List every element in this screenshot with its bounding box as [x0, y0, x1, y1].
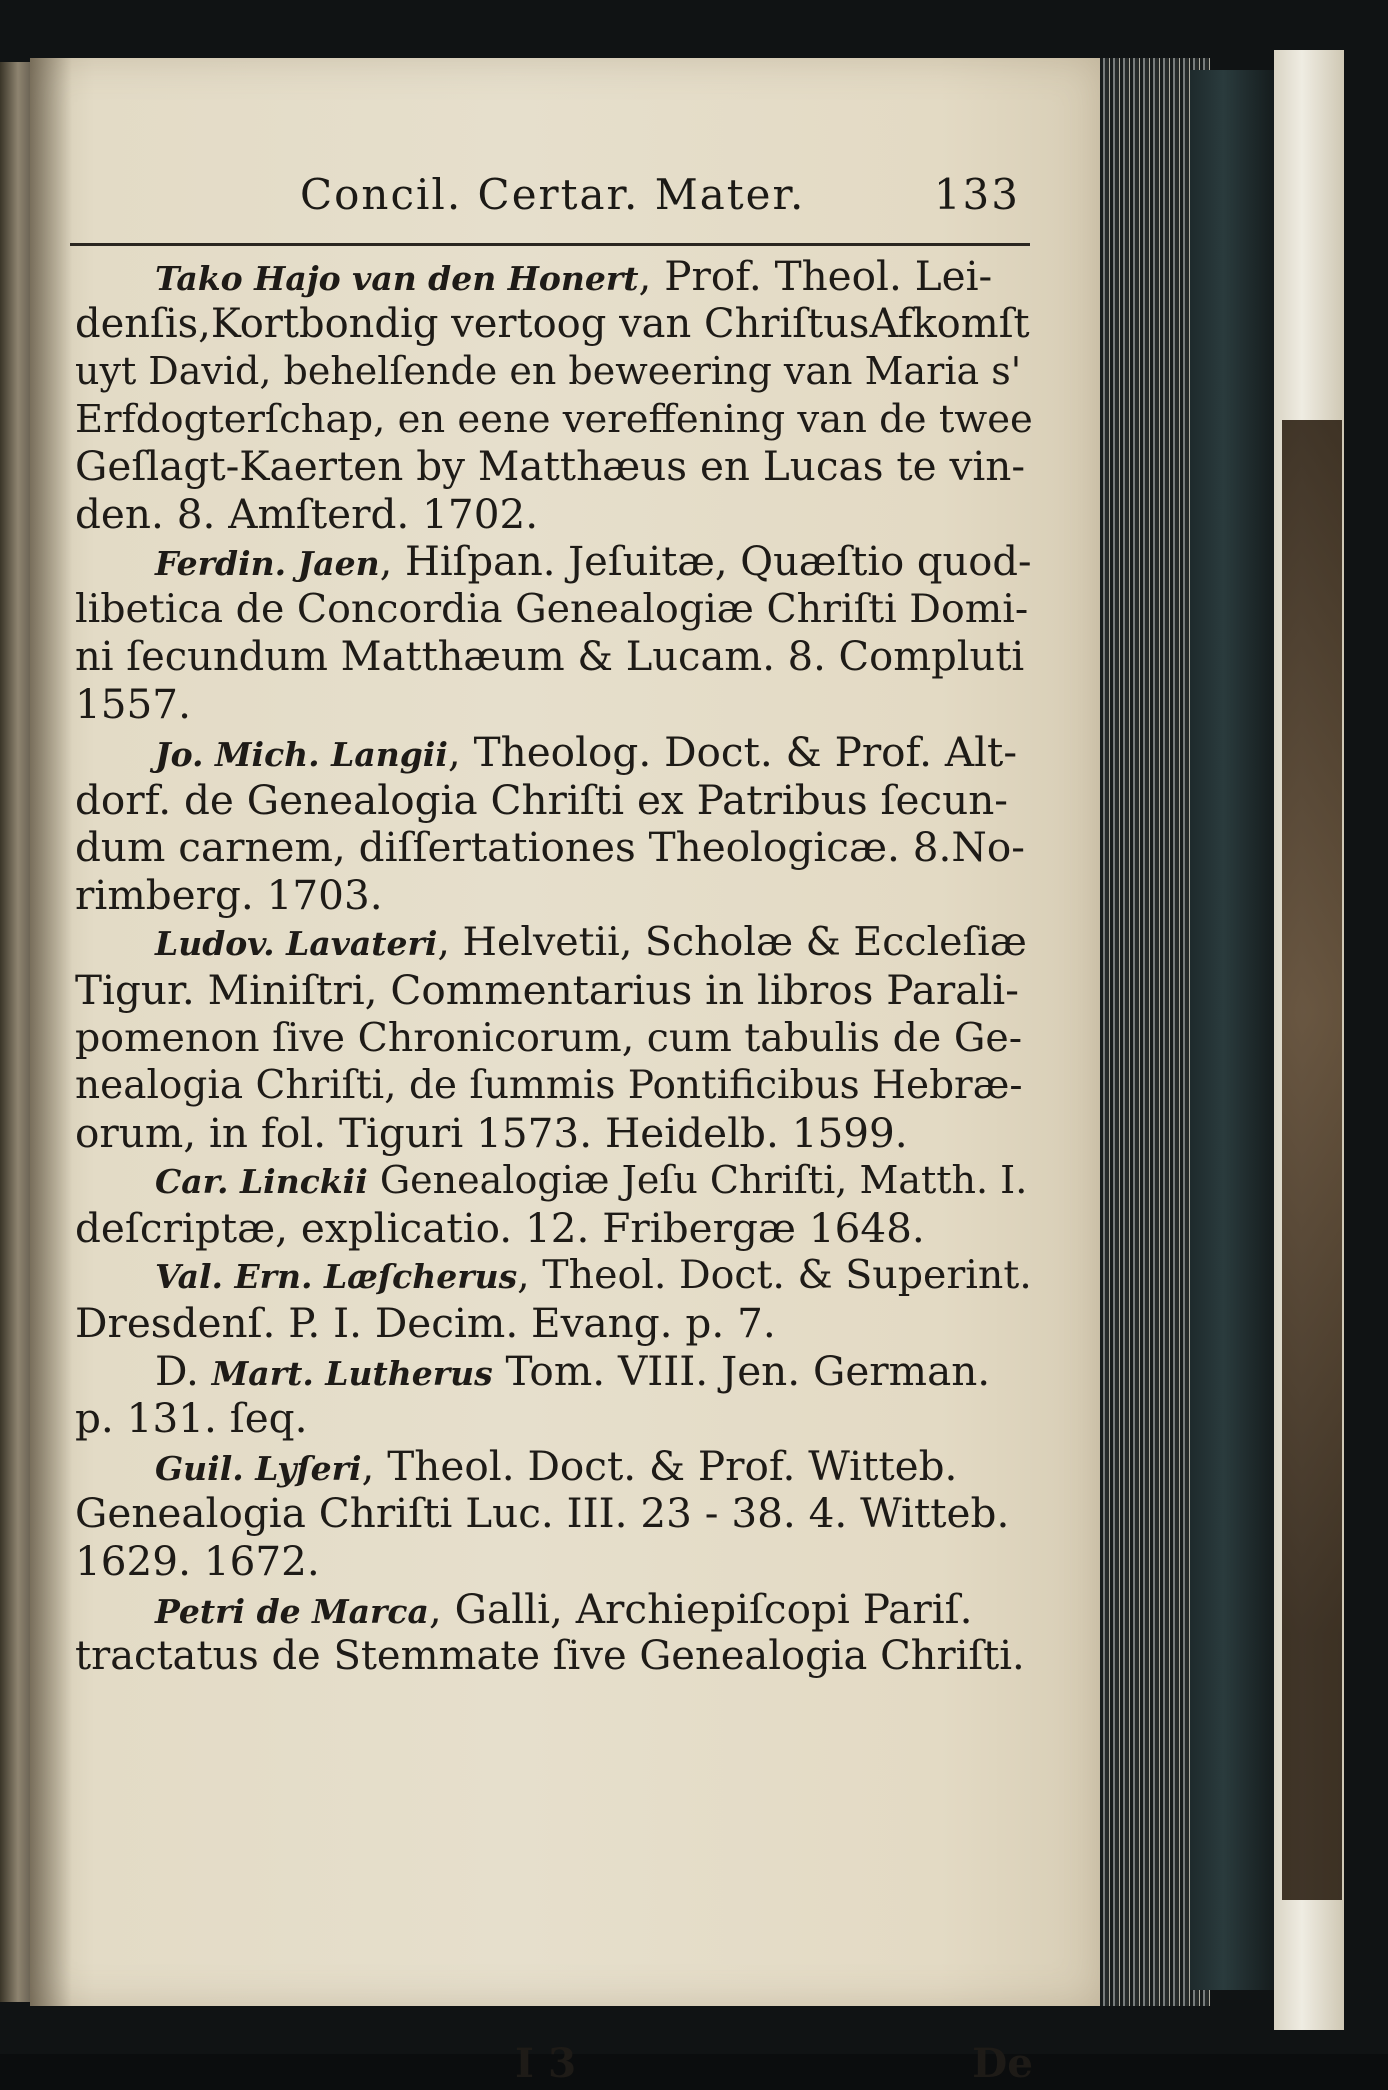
author-name: Petri de Marca [155, 1591, 429, 1631]
text-line [75, 301, 1033, 349]
cover-stain [1282, 420, 1342, 1900]
text-line [75, 824, 1033, 872]
text-line [75, 586, 1033, 634]
text-line [75, 872, 1033, 920]
running-head [300, 170, 1020, 230]
text-run: Geſlagt-Kaerten by Matthæus en Lucas te vin- [75, 443, 1026, 491]
text-run: Dresdenſ. P. I. Decim. Evang. p. 7. [75, 1300, 776, 1348]
text-line [75, 1538, 1033, 1586]
text-line [75, 1300, 1033, 1348]
text-line [75, 1490, 1033, 1538]
author-name: Val. Ern. Læſcherus [155, 1257, 518, 1297]
text-line [75, 1015, 1033, 1063]
page-footer [75, 2040, 1033, 2090]
text-run: nealogia Chriſti, de ſummis Pontificibus Hebræ- [75, 1063, 1023, 1109]
text-run: uyt David, behelſende en beweering van Maria s' [75, 349, 1022, 394]
text-run: rimberg. 1703. [75, 871, 383, 919]
text-run: dorf. de Genealogia Chriſti ex Patribus ſecun- [75, 776, 1008, 824]
text-line [75, 1062, 1033, 1110]
text-run: , Helvetii, Scholæ & Eccleſiæ [437, 919, 1027, 966]
text-line [75, 1586, 1033, 1634]
author-name: Ferdin. Jaen [155, 543, 380, 583]
text-line [75, 634, 1033, 682]
author-name: Jo. Mich. Langii [155, 734, 448, 774]
page-gutter [30, 58, 72, 2006]
text-run: p. 131. ſeq. [75, 1395, 308, 1443]
text-run: libetica de Concordia Genealogiæ Chriſti Domi- [75, 586, 1029, 633]
author-name: Guil. Lyſeri [155, 1448, 362, 1488]
text-run: , Hiſpan. Jeſuitæ, Quæſtio quod- [379, 538, 1032, 585]
text-line [75, 1110, 1033, 1158]
text-line [75, 443, 1033, 491]
text-run: , Theol. Doct. & Prof. Witteb. [361, 1442, 958, 1490]
text-line [75, 348, 1033, 396]
book-edge-shadow [1190, 70, 1274, 1990]
text-line [75, 1348, 1033, 1396]
text-run: orum, in fol. Tiguri 1573. Heidelb. 1599. [75, 1109, 908, 1157]
text-line [75, 1157, 1033, 1205]
text-line [75, 539, 1033, 587]
text-line [75, 1633, 1033, 1681]
text-line [75, 1205, 1033, 1253]
text-run: , Galli, Archiepiſcopi Pariſ. [428, 1585, 973, 1633]
author-name: Tako Hajo van den Honert [155, 259, 639, 298]
text-line [75, 967, 1033, 1015]
text-run: Tom. VIII. Jen. German. [492, 1347, 991, 1395]
text-run: Genealogiæ Jeſu Chriſti, Matth. I. [367, 1158, 1028, 1203]
text-run: den. 8. Amſterd. 1702. [75, 490, 539, 538]
text-run: tractatus de Stemmate ſive Genealogia Chriſti. [75, 1633, 1025, 1680]
text-run: denſis,Kortbondig vertoog van ChriſtusAfkomſt [75, 300, 1030, 347]
author-name: Mart. Lutherus [211, 1353, 493, 1393]
text-run: 1629. 1672. [75, 1538, 320, 1586]
text-line [75, 681, 1033, 729]
text-run: Tigur. Miniſtri, Commentarius in libros Parali- [75, 966, 1019, 1014]
text-run: dum carnem, diſſertationes Theologicæ. 8.No- [75, 824, 1025, 872]
author-name: Ludov. Lavateri [155, 924, 438, 964]
text-line [75, 1395, 1033, 1443]
text-line [75, 253, 1033, 301]
text-run: 1557. [75, 681, 191, 729]
text-run: D. [155, 1347, 212, 1395]
text-run: ni ſecundum Matthæum & Lucam. 8. Compluti [75, 633, 1025, 680]
text-run: , Theolog. Doct. & Prof. Alt- [447, 728, 1018, 776]
running-title: Concil. Certar. Mater. [300, 170, 806, 219]
text-line [75, 777, 1033, 825]
text-run: Genealogia Chriſti Luc. III. 23 - 38. 4. Witteb. [75, 1490, 1010, 1538]
text-line [75, 396, 1033, 444]
author-name: Car. Linckii [155, 1162, 368, 1202]
text-run: pomenon ſive Chronicorum, cum tabulis de Ge- [75, 1014, 1023, 1061]
text-line [75, 1252, 1033, 1300]
signature-mark: I 3 [515, 2039, 577, 2087]
header-rule [70, 243, 1030, 246]
page-number: 133 [933, 170, 1020, 219]
text-run: , Theol. Doct. & Superint. [517, 1252, 1032, 1299]
text-run: Erfdogterſchap, en eene vereffening van de twee [75, 396, 1033, 442]
catchword: De [972, 2039, 1033, 2087]
page-body [75, 253, 1033, 2087]
text-run: deſcriptæ, explicatio. 12. Fribergæ 1648. [75, 1204, 925, 1252]
text-run: , Prof. Theol. Lei- [638, 253, 993, 300]
facing-page-edge [0, 62, 30, 2002]
text-line [75, 729, 1033, 777]
text-line [75, 491, 1033, 539]
text-line [75, 1443, 1033, 1491]
text-line [75, 919, 1033, 967]
